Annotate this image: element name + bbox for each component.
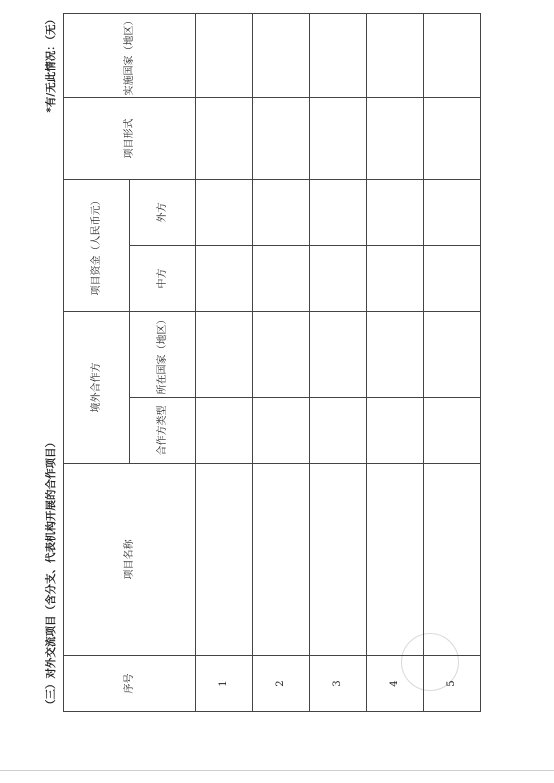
cell-impl-country bbox=[310, 14, 367, 98]
cell-project-name bbox=[367, 464, 424, 656]
cell-funds-foreign bbox=[424, 180, 481, 246]
cell-funds-foreign bbox=[310, 180, 367, 246]
cell-impl-country bbox=[253, 14, 310, 98]
header-project-form: 项目形式 bbox=[64, 98, 196, 180]
row-seq: 2 bbox=[253, 656, 310, 712]
cell-funds-cn bbox=[310, 246, 367, 312]
cell-impl-country bbox=[424, 14, 481, 98]
cell-partner-type bbox=[424, 398, 481, 464]
page-bottom-edge bbox=[0, 770, 554, 771]
row-seq: 5 bbox=[424, 656, 481, 712]
header-overseas-partner: 境外合作方 bbox=[64, 312, 130, 464]
cell-partner-country bbox=[424, 312, 481, 398]
row-seq: 3 bbox=[310, 656, 367, 712]
header-partner-type: 合作方类型 bbox=[130, 398, 196, 464]
section-title: （三）对外交流项目（含分支、代表机构开展的合作项目） bbox=[45, 437, 57, 710]
cell-project-name bbox=[310, 464, 367, 656]
cell-project-form bbox=[367, 98, 424, 180]
rotated-page-content bbox=[41, 8, 458, 712]
table-row bbox=[424, 14, 481, 712]
header-funds bbox=[64, 180, 130, 312]
cell-project-name bbox=[424, 464, 481, 656]
header-impl-country: 实施国家（地区） bbox=[64, 14, 196, 98]
header-funds-cn: 中方 bbox=[130, 246, 196, 312]
header-seq: 序号 bbox=[64, 656, 196, 712]
header-project-name: 项目名称 bbox=[64, 464, 196, 656]
cell-partner-type bbox=[310, 398, 367, 464]
cell-project-form bbox=[253, 98, 310, 180]
availability-note: *有/无此情况：（无） bbox=[45, 14, 57, 113]
cell-funds-foreign bbox=[253, 180, 310, 246]
cell-funds-foreign bbox=[196, 180, 253, 246]
table-row bbox=[253, 14, 310, 712]
cell-project-name bbox=[253, 464, 310, 656]
table-row bbox=[367, 14, 424, 712]
cell-project-name bbox=[196, 464, 253, 656]
cell-project-form bbox=[424, 98, 481, 180]
cell-impl-country bbox=[367, 14, 424, 98]
header-funds-foreign: 外方 bbox=[130, 180, 196, 246]
cell-funds-cn bbox=[196, 246, 253, 312]
cell-impl-country bbox=[196, 14, 253, 98]
table-row bbox=[196, 14, 253, 712]
cell-partner-type bbox=[196, 398, 253, 464]
cell-partner-country bbox=[367, 312, 424, 398]
cell-project-form bbox=[196, 98, 253, 180]
header-partner-country: 所在国家（地区） bbox=[130, 312, 196, 398]
header-funds-label: 项目资金（人民币元） bbox=[90, 195, 102, 296]
cell-partner-country bbox=[196, 312, 253, 398]
cell-partner-country bbox=[253, 312, 310, 398]
cell-project-form bbox=[310, 98, 367, 180]
cell-funds-foreign bbox=[367, 180, 424, 246]
row-seq: 1 bbox=[196, 656, 253, 712]
header-row-top bbox=[64, 14, 130, 712]
cell-funds-cn bbox=[424, 246, 481, 312]
exchange-projects-table bbox=[63, 13, 481, 712]
cell-funds-cn bbox=[253, 246, 310, 312]
cell-funds-cn bbox=[367, 246, 424, 312]
cell-partner-type bbox=[367, 398, 424, 464]
row-seq: 4 bbox=[367, 656, 424, 712]
cell-partner-type bbox=[253, 398, 310, 464]
table-row bbox=[310, 14, 367, 712]
cell-partner-country bbox=[310, 312, 367, 398]
